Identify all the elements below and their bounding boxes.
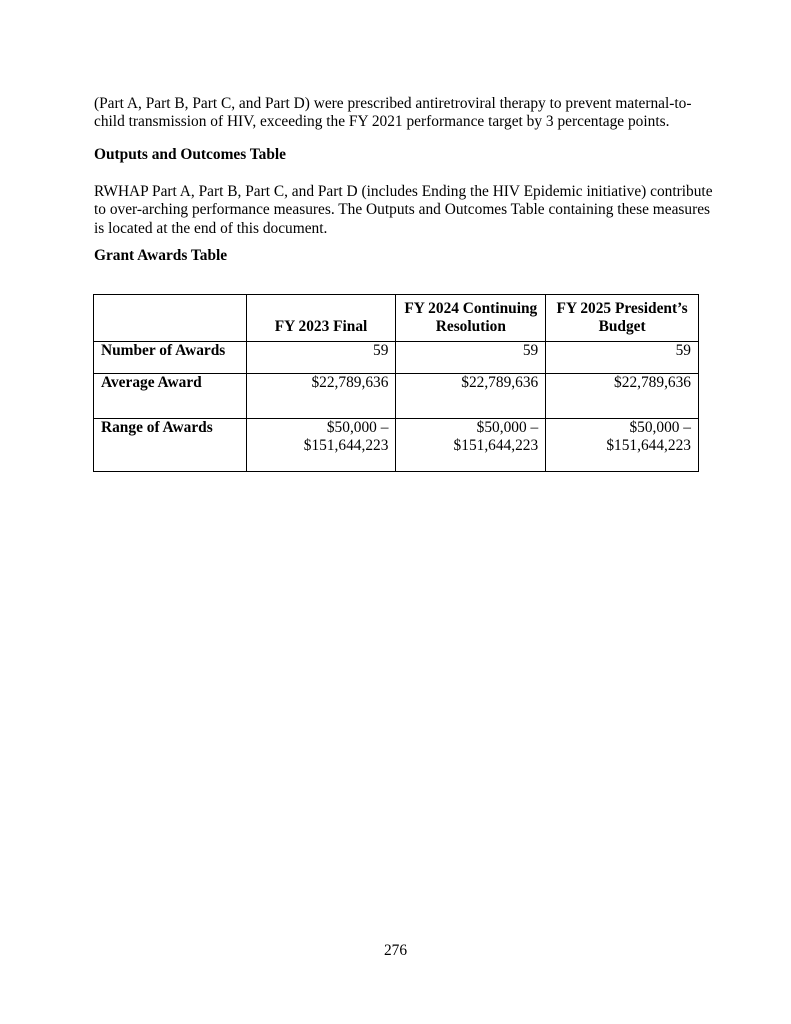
row-label: Range of Awards [94, 419, 247, 472]
cell-fy2023: $22,789,636 [246, 374, 396, 419]
page-number: 276 [383, 942, 408, 959]
cell-fy2025: 59 [546, 342, 699, 374]
table-header-fy2024: FY 2024 Continuing Resolution [396, 295, 546, 342]
cell-fy2025: $50,000 – $151,644,223 [546, 419, 699, 472]
grant-awards-table [93, 294, 699, 472]
cell-fy2024: $50,000 – $151,644,223 [396, 419, 546, 472]
table-row-average-award [94, 374, 699, 419]
cell-fy2024: $22,789,636 [396, 374, 546, 419]
table-header-fy2025: FY 2025 President’s Budget [546, 295, 699, 342]
row-label: Average Award [94, 374, 247, 419]
cell-fy2023: 59 [246, 342, 396, 374]
grant-awards-heading: Grant Awards Table [94, 247, 228, 264]
table-row-number-of-awards [94, 342, 699, 374]
cell-fy2024: 59 [396, 342, 546, 374]
table-header-fy2023: FY 2023 Final [246, 295, 396, 342]
table-row-range-of-awards [94, 419, 699, 472]
cell-fy2025: $22,789,636 [546, 374, 699, 419]
outputs-outcomes-heading: Outputs and Outcomes Table [94, 146, 287, 163]
intro-paragraph: (Part A, Part B, Part C, and Part D) were prescribed antiretroviral therapy to prevent maternal-to-child transmission of HIV, exceeding the FY 2021 performance target by 3 percentage points. [94, 95, 692, 131]
cell-fy2023: $50,000 – $151,644,223 [246, 419, 396, 472]
table-header-row [94, 295, 699, 342]
table-header-cell-blank [94, 295, 247, 342]
outputs-outcomes-paragraph: RWHAP Part A, Part B, Part C, and Part D (includes Ending the HIV Epidemic initiative) contribute to over-arching performance measures. The Outputs and Outcomes Table containing these measures is located at the end of this document. [94, 183, 713, 237]
row-label: Number of Awards [94, 342, 247, 374]
